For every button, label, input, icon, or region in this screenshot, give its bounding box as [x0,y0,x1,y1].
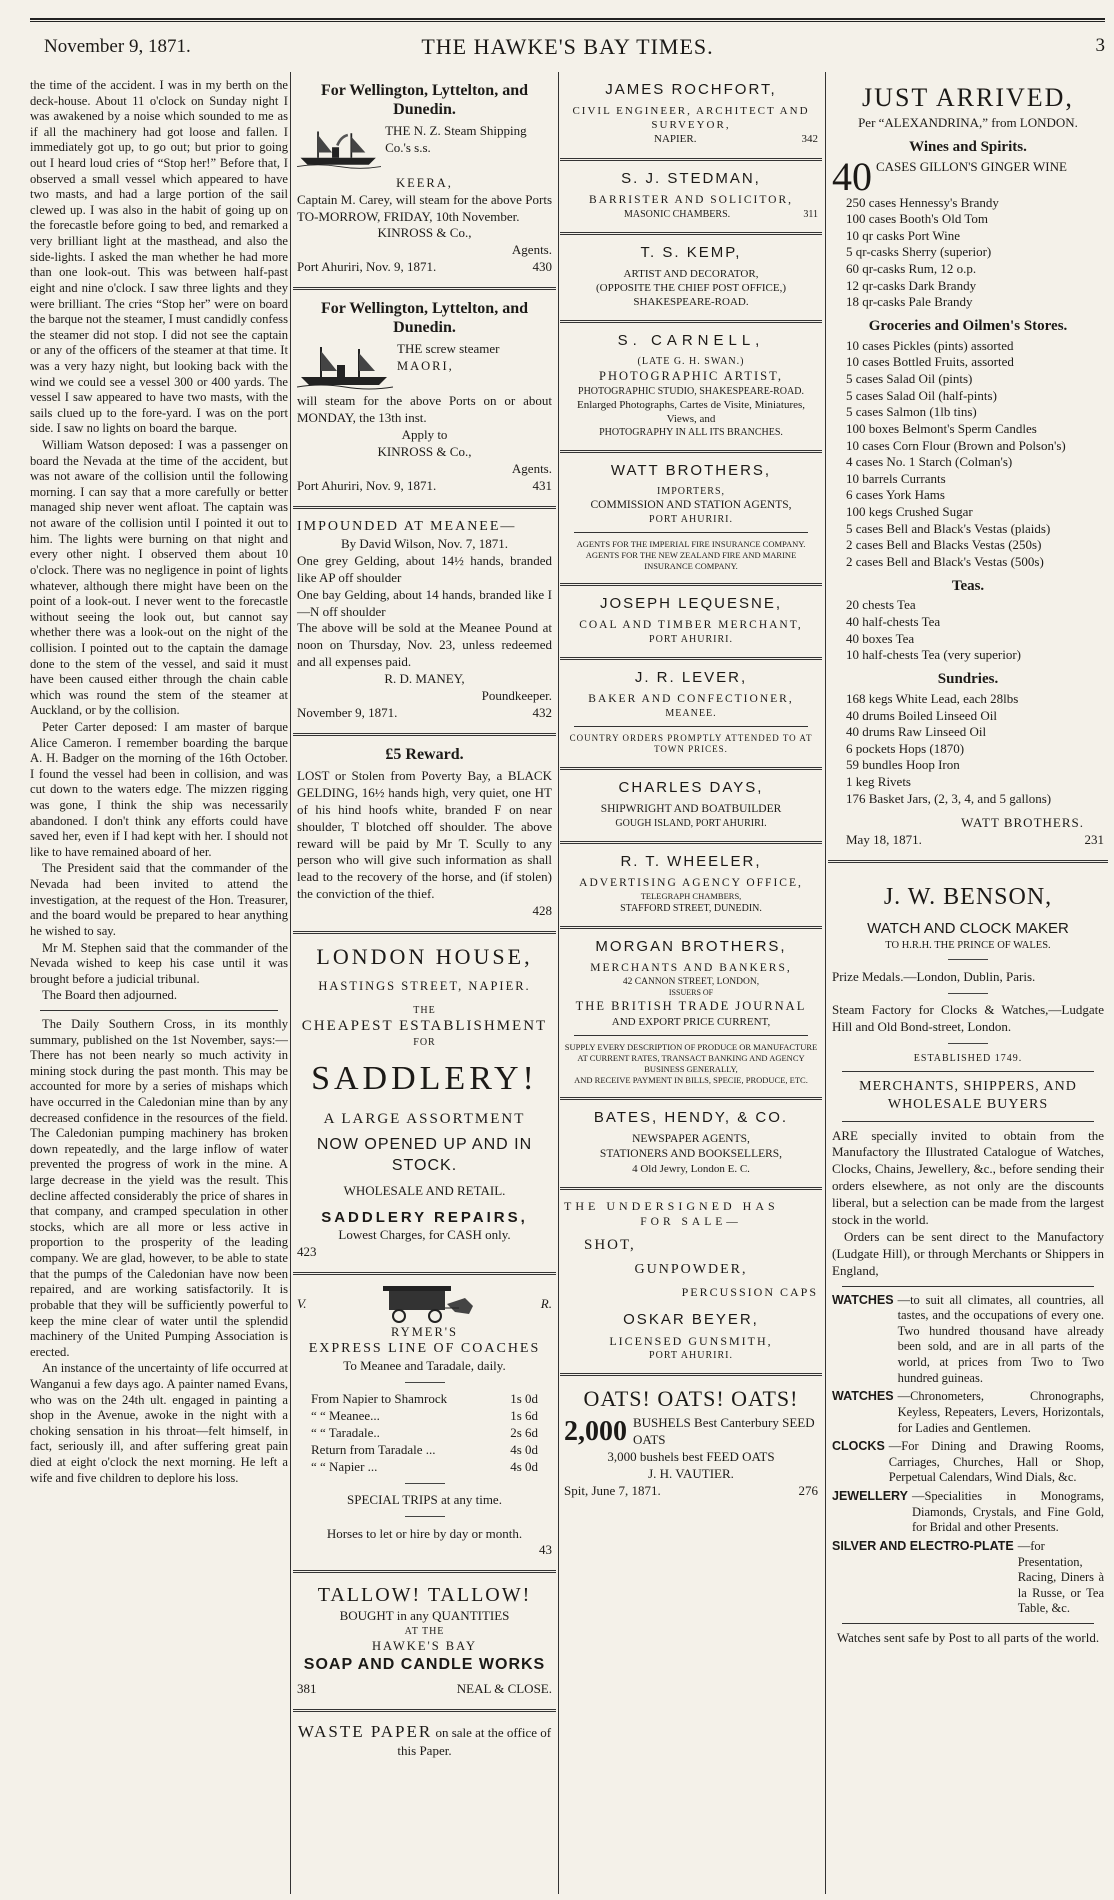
list-item: 6 pockets Hops (1870) [846,740,965,756]
business-detail: COAL AND TIMBER MERCHANT, [579,618,803,631]
advert-heading: OATS! OATS! OATS! [583,1386,799,1412]
business-card [560,592,822,651]
advert-divider [293,287,556,290]
business-detail: PORT AHURIRI. [649,633,733,645]
business-detail: ISSUERS OF [668,988,714,997]
list-item: 5 cases Bell and Black's Vestas (plaids) [846,520,1051,536]
advert-number: 432 [532,704,552,720]
article-paragraph: Peter Carter deposed: I am master of barque Alice Cameron. I remember boarding the barque A. H. Badger on the morning of the 16th October. I found the vessel had been in collision, and was cut down to the waters edge. The mizzen rigging was gone, I think the ship was necessarily abandoned. I don't think any efforts could have saved her, even if I had kept with her. I should not like to have remained aboard of her. [30,719,288,859]
advert-number: 381 [297,1681,317,1697]
business-detail: AND RECEIVE PAYMENT IN BILLS, SPECIE, PRODUCE, ETC. [574,1075,808,1086]
news-column [30,78,288,1894]
small-rule [574,1035,808,1036]
fare-route: From Napier to Shamrock [311,1391,448,1407]
product-description: —For Dining and Drawing Rooms, Carriages, Churches, Hall or Shop, Perpetual Calendars, Wind Dials, &c. [888,1439,1104,1485]
masthead-rule [30,18,1105,22]
fare-row [297,1391,552,1408]
advert-text: The above will be sold at the Meanee Pound at noon on Thursday, Nov. 23, unless redeemed and all expenses paid. [297,620,552,670]
product-entry [832,1539,1104,1617]
emblem-letter: V. [297,1295,307,1311]
business-card [560,935,822,1091]
product-entry [832,1439,1104,1486]
list-item: 176 Basket Jars, (2, 3, 4, and 5 gallons) [846,790,1052,806]
advert-text: PERCUSSION CAPS [681,1285,818,1300]
fare-price: 4s 0d [510,1442,538,1458]
advert-text: By David Wilson, Nov. 7, 1871. [340,535,509,551]
list-item: 168 kegs White Lead, each 28lbs [846,690,1019,706]
product-entry [832,1293,1104,1387]
advert-text: AT THE [404,1626,445,1638]
advert-text: Apply to [401,427,448,443]
business-detail: IMPORTERS, [656,486,726,498]
list-item: 10 cases Corn Flour (Brown and Polson's) [846,437,1066,453]
business-detail: 42 CANNON STREET, LONDON, [622,976,760,987]
advert-heading: TALLOW! TALLOW! [317,1584,532,1607]
agent-title: Agents. [511,242,552,258]
advert-heading: For Wellington, Lyttelton, and Dunedin. [321,82,528,119]
small-rule [405,1483,445,1484]
advert-divider [560,450,822,453]
business-detail: GOUGH ISLAND, PORT AHURIRI. [615,817,767,829]
small-rule [574,532,808,533]
column-rule [825,72,826,1894]
oats-advert [560,1382,822,1505]
advert-text: will steam for the above Ports on or about MONDAY, the 13th inst. [297,393,552,426]
advert-divider [828,860,1108,863]
business-name: S. CARNELL, [617,332,765,350]
tallow-advert [293,1579,556,1703]
advert-heading: LONDON HOUSE, [316,943,533,969]
directory-column [560,78,822,1894]
fare-route: “ “ Taradale.. [311,1425,380,1441]
coach-icon [369,1284,479,1324]
business-detail: SHAKESPEARE-ROAD. [633,296,749,309]
article-paragraph: The Board then adjourned. [42,988,177,1003]
list-item: 10 half-chests Tea (very superior) [846,647,1022,663]
advert-text: MERCHANTS, SHIPPERS, AND WHOLESALE BUYERS [859,1079,1077,1113]
advert-text: LOST or Stolen from Poverty Bay, a BLACK GELDING, 16½ hands high, very quiet, one HT of his hind hoofs white, branded F on near shoulder, T blotched off shoulder. The above reward will be paid by Mr T. Scully to any person who will give such information as shall lead to the recovery of the horse, and (if stolen) the conviction of the thief. [297,767,552,902]
advert-number: 231 [1084,832,1104,848]
advert-text: SADDLERY REPAIRS, [321,1208,528,1226]
fare-row [297,1425,552,1442]
ship-name: KEERA, [396,176,453,191]
advert-divider [560,1373,822,1376]
advert-text: NOW OPENED UP AND IN STOCK. [316,1136,533,1174]
advert-paragraph: Orders can be sent direct to the Manufactory (Ludgate Hill), or through Merchants or Shippers in England, [832,1228,1104,1278]
advert-text: SHOT, [584,1236,636,1253]
business-detail: COUNTRY ORDERS PROMPTLY ATTENDED TO AT TOWN PRICES. [569,732,813,755]
business-detail: PHOTOGRAPHY IN ALL ITS BRANCHES. [599,427,783,439]
business-card [560,78,822,152]
advert-text: Captain M. Carey, will steam for the above Ports TO-MORROW, FRIDAY, 10th November. [297,191,552,224]
advert-heading: For Wellington, Lyttelton, and Dunedin. [321,300,528,337]
business-name: WATT BROTHERS, [610,462,772,480]
business-name: CHARLES DAYS, [618,779,764,797]
business-detail: STAFFORD STREET, DUNEDIN. [620,902,762,914]
article-divider [40,1010,278,1011]
list-item: 100 kegs Crushed Sugar [846,504,973,520]
advert-text: Prize Medals.—London, Dublin, Paris. [832,968,1036,984]
advert-divider [293,1272,556,1275]
advert-text: One grey Gelding, about 14½ hands, branded like AP off shoulder [297,552,552,585]
business-detail: PHOTOGRAPHIC STUDIO, SHAKESPEARE-ROAD. [578,385,804,397]
business-detail: AGENTS FOR THE NEW ZEALAND FIRE AND MARINE INSURANCE COMPANY. [585,550,797,572]
business-detail: STATIONERS AND BOOKSELLERS, [599,1147,783,1160]
advert-text: on sale at the office of this Paper. [397,1725,552,1759]
business-detail: PHOTOGRAPHIC ARTIST, [599,369,783,384]
list-item: 5 cases Salad Oil (half-pints) [846,387,997,403]
list-item: 10 cases Pickles (pints) assorted [846,337,1014,353]
list-item: 5 cases Salmon (1lb tins) [846,404,977,420]
steamship-icon [297,343,393,391]
business-name: MORGAN BROTHERS, [595,937,787,955]
product-category: SILVER AND ELECTRO-PLATE [832,1538,1014,1553]
list-item: 4 cases No. 1 Starch (Colman's) [846,454,1013,470]
small-rule [405,1516,445,1517]
advert-text: THE screw steamer [397,341,500,357]
advert-text: EXPRESS LINE OF COACHES [308,1341,541,1357]
list-item: 6 cases York Hams [846,487,945,503]
advert-number: 428 [532,903,552,919]
list-item: 10 barrels Currants [846,470,946,486]
advert-paragraph: ARE specially invited to obtain from the Manufactory the Illustrated Catalogue of Watches, Clocks, Chains, Jewellery, &c., before sending their orders elsewhere, as not only are the discounts liberal, but a selection can be made from the largest stock in the world. [832,1127,1104,1227]
advert-footer: Watches sent safe by Post to all parts of the world. [836,1630,1100,1646]
advert-number: 431 [532,477,552,493]
advert-divider [560,1187,822,1190]
business-detail: MEANEE. [665,707,717,719]
section-heading: Groceries and Oilmen's Stores. [868,317,1068,334]
shipping-advert [293,78,556,281]
advert-number: 430 [532,259,552,275]
advert-text: Per “ALEXANDRINA,” from LONDON. [858,114,1078,130]
advert-text: HASTINGS STREET, NAPIER. [318,978,531,993]
advert-text: HAWKE'S BAY [371,1639,478,1654]
advert-heading: IMPOUNDED AT MEANEE— [297,518,517,534]
business-detail: THE BRITISH TRADE JOURNAL [575,999,807,1014]
advert-divider [293,1570,556,1573]
advert-text: Lowest Charges, for CASH only. [338,1227,511,1242]
fare-route: “ “ Napier ... [311,1459,378,1475]
advert-divider [560,767,822,770]
advert-signature: J. H. VAUTIER. [648,1466,734,1482]
small-rule [948,1043,988,1044]
business-detail: AND EXPORT PRICE CURRENT, [611,1015,771,1028]
advert-column [293,78,556,1894]
advert-text: A LARGE ASSORTMENT [323,1110,526,1127]
advert-divider [560,1097,822,1100]
advert-divider [293,1709,556,1712]
teas-list [832,597,1104,664]
list-item: 10 cases Bottled Fruits, assorted [846,354,1014,370]
advert-big-number: 2,000 [564,1416,627,1448]
steamship-icon [297,125,381,173]
saddlery-advert [293,940,556,1266]
advert-divider [293,733,556,736]
product-entry [832,1489,1104,1536]
column-rule [290,72,291,1894]
advert-number: 43 [539,1542,552,1558]
advert-heading: JUST ARRIVED, [862,83,1074,112]
article-paragraph: The President said that the commander of the Nevada had been invited to attend the investigation, at the request of the Hon. Treasurer, and the board would be prepared to hear anything he wished to say. [30,861,288,938]
advert-text: To Meanee and Taradale, daily. [343,1358,506,1374]
business-detail: CIVIL ENGINEER, ARCHITECT AND SURVEYOR, [572,104,810,132]
waste-paper-advert [293,1718,556,1765]
list-item: 1 keg Rivets [846,774,911,789]
business-card [560,167,822,226]
advert-text: CHEAPEST ESTABLISHMENT [301,1017,548,1034]
business-detail: TELEGRAPH CHAMBERS, [640,890,742,901]
business-card [560,776,822,835]
business-name: BATES, HENDY, & CO. [593,1109,789,1127]
business-name: S. J. STEDMAN, [621,169,761,187]
business-detail: BARRISTER AND SOLICITOR, [588,193,793,206]
article-paragraph: the time of the accident. I was in my berth on the deck-house. About 11 o'clock on Sunday night I was awakened by a noise which sounded to me as if all the machinery had got loose and fallen. I immediately got up, to go out; but prior to going out I heard loud cries of “Stop her!” Before that, I observed a small vessel which appeared to have two masts, and had a large portion of the sail clewed up. I was also in the habit of going up on the forecastle before going to bed, and remarked a very brilliant light at the masthead, and also the side-lights. I asked the man whether he had more than one look-out. This was between half-past eight and nine o'clock. I saw three lights and they were brilliant. The cries “Stop her” were on board the barque not the steamer, I must candidly confess the steamer did not stop. I did not see the captain or any of the officers of the steamer at that time. It was a very hazy night, but looking back with the wind we could see a vessel 300 or 400 yards. The vessel I saw appeared to have two masts, with the sails clued up to the fore-yard. I was on the port side. I saw no lights on board the barque. [30,78,288,436]
advert-text: Steam Factory for Clocks & Watches,—Ludgate Hill and Old Bond-street, London. [832,1002,1104,1034]
fare-row [297,1408,552,1425]
advert-text: TO H.R.H. THE PRINCE OF WALES. [885,939,1051,951]
article-paragraph: William Watson deposed: I was a passenger on board the Nevada at the time of the accident, but was not aware of the collision until the following morning. I can say that a more carefully or better managed ship never went afloat. The captain was not aware of the collision until I pointed it out to him. The lights were burning on that night and every other night. I observed them about 10 o'clock. There was no negligence in point of lights whatever, although there might have been on the point of a look-out. I never went to the forecastle without seeing the look out, but cannot say whether there was a look-out on the night of the collision. I pointed out to the captain the damage done to the stem of the vessel, and said it must have been caused either through the chain cable which was round the stem of the steamer at Auckland, or by the collision. [30,438,288,718]
merchant-column [828,78,1108,1894]
benson-advert [828,869,1108,1652]
section-heading: Wines and Spirits. [909,138,1027,155]
advert-text: THE [413,1004,436,1016]
list-item: 250 cases Hennessy's Brandy [846,194,999,210]
advert-text: One bay Gelding, about 14 hands, branded like I—N off shoulder [297,586,552,619]
business-detail: (OPPOSITE THE CHIEF POST OFFICE,) [596,281,786,294]
page-number: 3 [1095,35,1105,56]
business-name: JAMES ROCHFORT, [605,81,777,98]
advert-number: 342 [801,133,818,146]
list-item: 40 boxes Tea [846,630,915,646]
agent-title: Agents. [511,461,552,477]
advert-text: Horses to let or hire by day or month. [326,1525,523,1541]
business-name: OSKAR BEYER, [623,1311,759,1328]
masthead [30,0,1105,64]
business-detail: Enlarged Photographs, Cartes de Visite, Miniatures, Views, and [576,398,806,425]
business-card [560,329,822,444]
advert-text: THE UNDERSIGNED HAS [564,1199,779,1214]
business-card [560,850,822,920]
small-rule [948,993,988,994]
advert-divider [293,506,556,509]
list-item: 20 chests Tea [846,597,916,613]
agent-name: KINROSS & Co., [377,225,472,241]
product-description: —to suit all climates, all countries, all tastes, and the occupations of every one. Two hundred thousand have already been sold, and are in all parts of the world, at prices from Two to Two hundred guineas. [897,1292,1104,1385]
product-category: CLOCKS [832,1439,885,1454]
business-name: J. R. LEVER, [634,668,748,686]
business-detail: MERCHANTS AND BANKERS, [590,961,792,974]
business-detail: PORT AHURIRI. [649,513,733,525]
fare-route: “ “ Meanee... [311,1408,380,1424]
advert-footer: Port Ahuriri, Nov. 9, 1871. [297,259,437,275]
impounded-advert [293,515,556,727]
business-detail: COMMISSION AND STATION AGENTS, [590,499,792,512]
list-item: 5 qr-casks Sherry (superior) [846,244,992,260]
list-item: 59 bundles Hoop Iron [846,757,960,773]
advert-signature: NEAL & CLOSE. [456,1681,552,1697]
business-detail: PORT AHURIRI. [649,1350,733,1362]
advert-heading: RYMER'S [391,1324,458,1339]
fare-price: 4s 0d [510,1459,538,1475]
fare-row [297,1442,552,1459]
advert-text: WATCH AND CLOCK MAKER [867,920,1069,938]
article-paragraph: An instance of the uncertainty of life occurred at Wanganui a few days ago. A painter named Evans, who was on the 24th ult. engaged in painting a shop in the Avenue, awoke in the night with a choking sensation in his throat—felt himself, in fact, seriously ill, and after suffering great pain died at eight o'clock the next morning. He left a wife and five children to deplore his loss. [30,1361,288,1485]
product-description: —for Presentation, Racing, Diners à la Russe, or Tea Table, &c. [1017,1538,1104,1616]
reward-advert [293,742,556,925]
groceries-list [832,338,1104,571]
section-heading: Teas. [951,577,985,594]
advert-divider [560,232,822,235]
business-name: JOSEPH LEQUESNE, [599,595,783,613]
gunsmith-advert [560,1196,822,1367]
wines-list [832,195,1104,311]
advert-text: SPECIAL TRIPS at any time. [347,1492,502,1508]
coach-advert [293,1281,556,1565]
list-item: 5 cases Salad Oil (pints) [846,371,973,387]
advert-signature: WATT BROTHERS. [961,815,1084,831]
advert-text: FOR [413,1037,436,1049]
small-rule [405,1382,445,1383]
advert-number: 423 [297,1243,317,1259]
list-item: 100 boxes Belmont's Sperm Candles [846,420,1037,436]
advert-divider [560,583,822,586]
advert-text: FOR SALE— [640,1215,742,1228]
advert-text: BUSHELS Best Canterbury SEED OATS [633,1414,815,1447]
ship-name: MAORI, [397,359,454,374]
business-card [560,1106,822,1181]
business-detail: NAPIER. [654,133,697,146]
product-description: —Specialities in Monograms, Diamonds, Crystals, and Fine Gold, for Bridal and other Presents. [911,1489,1104,1535]
advert-number: 311 [803,208,818,220]
advert-text: WHOLESALE AND RETAIL. [343,1182,506,1198]
fare-price: 1s 6d [510,1408,538,1424]
advert-divider [560,926,822,929]
business-detail: MASONIC CHAMBERS. [624,208,731,220]
advert-footer: November 9, 1871. [297,704,398,720]
advert-big-number: 40 [832,158,872,195]
agent-name: KINROSS & Co., [377,444,472,460]
advert-divider [560,158,822,161]
advert-text: 3,000 bushels best FEED OATS [607,1449,775,1465]
product-category: WATCHES [832,1389,894,1404]
advert-heading: WASTE PAPER [297,1722,433,1742]
business-card [560,459,822,577]
small-rule [842,1071,1094,1072]
list-item: 40 half-chests Tea [846,614,941,630]
advert-big-text: SADDLERY! [311,1060,538,1098]
newspaper-title: THE HAWKE'S BAY TIMES. [421,34,714,59]
business-card [560,241,822,315]
business-name: R. T. WHEELER, [620,852,762,870]
small-rule [574,726,808,727]
list-item: 60 qr-casks Rum, 12 o.p. [846,261,977,277]
fare-row [297,1459,552,1476]
product-category: JEWELLERY [832,1489,908,1504]
sundries-list [832,691,1104,807]
business-detail: BAKER AND CONFECTIONER, [588,692,794,705]
advert-text: ESTABLISHED 1749. [913,1053,1023,1065]
list-item: 40 drums Raw Linseed Oil [846,724,987,740]
advert-footer: Spit, June 7, 1871. [564,1483,661,1499]
list-item: 10 qr casks Port Wine [846,227,961,243]
advert-signature-title: Poundkeeper. [481,688,552,703]
issue-date: November 9, 1871. [44,36,191,57]
product-entry [832,1389,1104,1436]
advert-divider [560,841,822,844]
list-item: 40 drums Boiled Linseed Oil [846,707,997,723]
advert-divider [293,931,556,934]
list-item: 12 qr-casks Dark Brandy [846,277,977,293]
advert-text: SOAP AND CANDLE WORKS [303,1655,546,1673]
watt-brothers-advert [828,78,1108,854]
business-detail: AGENTS FOR THE IMPERIAL FIRE INSURANCE COMPANY. [576,538,806,549]
column-rule [558,72,559,1894]
small-rule [842,1623,1094,1624]
advert-text: BOUGHT in any QUANTITIES [339,1608,510,1624]
business-detail: ADVERTISING AGENCY OFFICE, [579,876,803,889]
section-heading: Sundries. [937,670,999,687]
advert-text: THE N. Z. Steam Shipping Co.'s s.s. [385,123,527,156]
list-item: CASES GILLON'S GINGER WINE [876,158,1067,174]
list-item: 18 qr-casks Pale Brandy [846,294,973,310]
advert-footer: May 18, 1871. [846,832,922,848]
list-item: 2 cases Bell and Black's Vestas (500s) [846,553,1044,569]
advert-heading: J. W. BENSON, [883,884,1053,911]
advert-number: 276 [798,1483,818,1499]
business-detail: ARTIST AND DECORATOR, [623,267,759,280]
business-detail: SUPPLY EVERY DESCRIPTION OF PRODUCE OR MANUFACTURE AT CURRENT RATES, TRANSACT BANKING AND AGENCY BUSINESS GENERALLY, [564,1041,818,1075]
list-item: 100 cases Booth's Old Tom [846,211,989,227]
business-card [560,666,822,761]
advert-divider [560,320,822,323]
product-category: WATCHES [832,1292,894,1307]
advert-text: GUNPOWDER, [634,1262,748,1278]
business-detail: (LATE G. H. SWAN.) [637,356,745,368]
business-detail: 4 Old Jewry, London E. C. [632,1162,750,1175]
shipping-advert [293,296,556,500]
fare-table [297,1391,552,1475]
small-rule [948,959,988,960]
fare-route: Return from Taradale ... [311,1442,436,1458]
business-detail: NEWSPAPER AGENTS, [632,1133,750,1146]
article-paragraph: The Daily Southern Cross, in its monthly summary, published on the 1st November, says:— There has not been nearly so much activity in mining stock during the past month. This may be accounted for more by a series of mishaps which have occurred in the Caledonian mine than by any decreased confidence in the resources of the field. The Caledonian pumping machinery has broken down repeatedly, and the large inflow of water prevented the progress of work in the mine. A large decrease in the yield was the result. This decline affected considerably the price of shares in that company, and cramped speculation in other stocks, which are all more or less active in proportion to the prosperity of the leading company. We are glad, however, to be able to state that the pumps of the Caledonian have now been repaired, and are working satisfactorily. It is probable that they will be sufficiently powerful to keep the mine clear of water until the splendid machinery of the United Pumping Association is erected. [30,1016,288,1359]
emblem-letter: R. [540,1295,552,1311]
article-paragraph: Mr M. Stephen said that the commander of the Nevada wished to keep his case until it was brought before a judicial tribunal. [30,940,288,986]
advert-footer: Port Ahuriri, Nov. 9, 1871. [297,477,437,493]
business-name: T. S. KEMP, [640,243,742,261]
list-item: 2 cases Bell and Blacks Vestas (250s) [846,537,1042,553]
goods-list [832,159,1104,311]
benson-product-list [832,1293,1104,1618]
business-detail: LICENSED GUNSMITH, [609,1333,773,1348]
advert-signature: R. D. MANEY, [384,671,465,687]
small-rule [842,1121,1094,1122]
fare-price: 1s 0d [510,1391,538,1407]
fare-price: 2s 6d [510,1425,538,1441]
advert-heading: £5 Reward. [385,745,464,763]
business-detail: SHIPWRIGHT AND BOATBUILDER [600,803,782,816]
product-description: —Chronometers, Chronographs, Keyless, Repeaters, Levers, Horizontals, for Ladies and Gentlemen. [897,1389,1104,1435]
small-rule [842,1286,1094,1287]
advert-divider [560,657,822,660]
